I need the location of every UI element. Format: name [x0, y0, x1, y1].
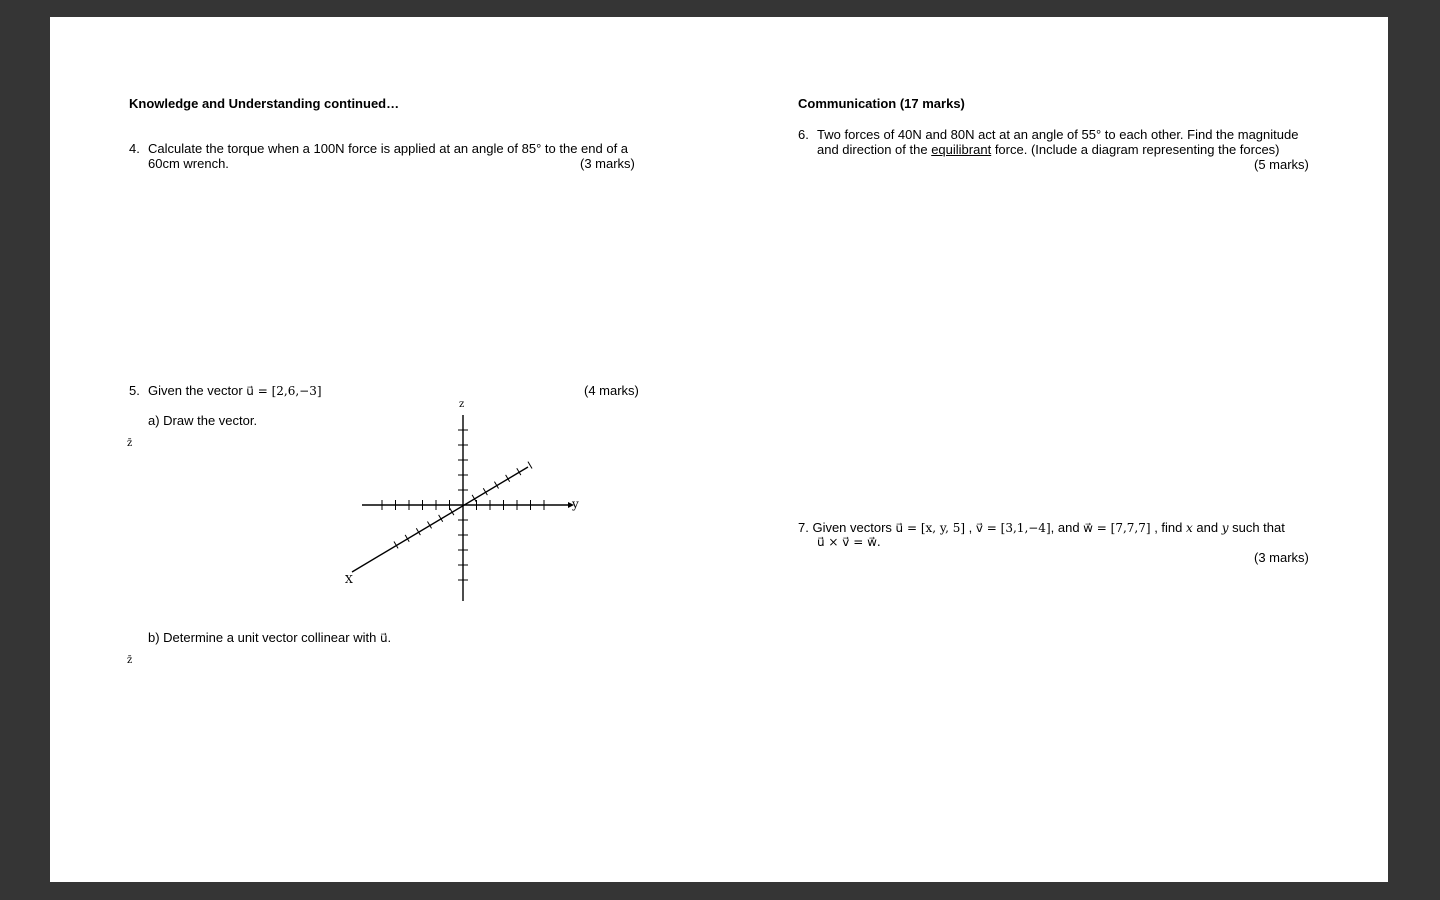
z-axis-label: z	[459, 399, 465, 410]
q7-separator-2: , and	[1050, 520, 1084, 535]
q5-number: 5.	[129, 383, 140, 398]
q6-line-1: Two forces of 40N and 80N act at an angle of 55° to each other. Find the magnitude	[817, 127, 1299, 142]
y-axis-label: y	[572, 497, 579, 511]
q7-such-that: such that	[1228, 520, 1285, 535]
q7-marks: (3 marks)	[1254, 550, 1309, 565]
q7-cross-product-equation: u⃗ × v⃗ = w⃗.	[817, 535, 881, 549]
left-section-heading: Knowledge and Understanding continued…	[129, 96, 400, 111]
q4-marks: (3 marks)	[580, 156, 635, 171]
q5-prompt-text: Given the vector	[148, 383, 247, 398]
q4-line-1: Calculate the torque when a 100N force is applied at an angle of 85° to the end of a	[148, 141, 629, 156]
q6-line-2-end: force. (Include a diagram representing the forces)	[991, 142, 1280, 157]
q7-separator-1: ,	[965, 520, 976, 535]
q7-prefix: 7. Given vectors	[798, 520, 896, 535]
q5-part-a: a) Draw the vector.	[148, 413, 258, 428]
q5-marks: (4 marks)	[584, 383, 639, 398]
axes-lines	[352, 415, 568, 601]
worksheet-page	[50, 17, 1388, 882]
x-axis-line	[352, 467, 528, 572]
q5-part-b	[148, 630, 391, 646]
q5-stray-mark-b: z̄	[127, 655, 133, 666]
q6-number: 6.	[798, 127, 809, 142]
q6-line-2-start: and direction of the	[817, 142, 932, 157]
q4-line-2: 60cm wrench.	[148, 156, 229, 171]
q5-part-b-vector: u⃗	[379, 631, 388, 645]
q4-number: 4.	[129, 141, 140, 156]
x-axis-tick	[528, 462, 532, 469]
q5-part-b-text: b) Determine a unit vector collinear with	[148, 630, 380, 645]
q7-separator-3: , find	[1150, 520, 1186, 535]
q5-part-b-period: .	[387, 630, 392, 645]
equilibrant-term: equilibrant	[931, 142, 992, 157]
q5-vector-expression: u⃗ = [2,6,−3]	[246, 384, 322, 398]
q7-and-word: and	[1192, 520, 1222, 535]
q6-line-2	[817, 142, 1280, 157]
q5-prompt	[148, 383, 322, 399]
right-section-heading: Communication (17 marks)	[798, 96, 965, 111]
q6-marks: (5 marks)	[1254, 157, 1309, 172]
axes-diagram	[340, 397, 600, 607]
q7-line-1	[798, 520, 1285, 536]
x-axis-label: X	[345, 573, 353, 586]
q7-u-vector: u⃗ = [x, y, 5]	[895, 521, 966, 535]
q7-y-variable: y	[1221, 521, 1229, 535]
q7-w-vector: w⃗ = [7,7,7]	[1083, 521, 1151, 535]
q7-v-vector: v⃗ = [3,1,−4]	[975, 521, 1051, 535]
q5-stray-mark-a: z̄	[127, 438, 133, 449]
q7-x-variable: x	[1186, 521, 1193, 535]
